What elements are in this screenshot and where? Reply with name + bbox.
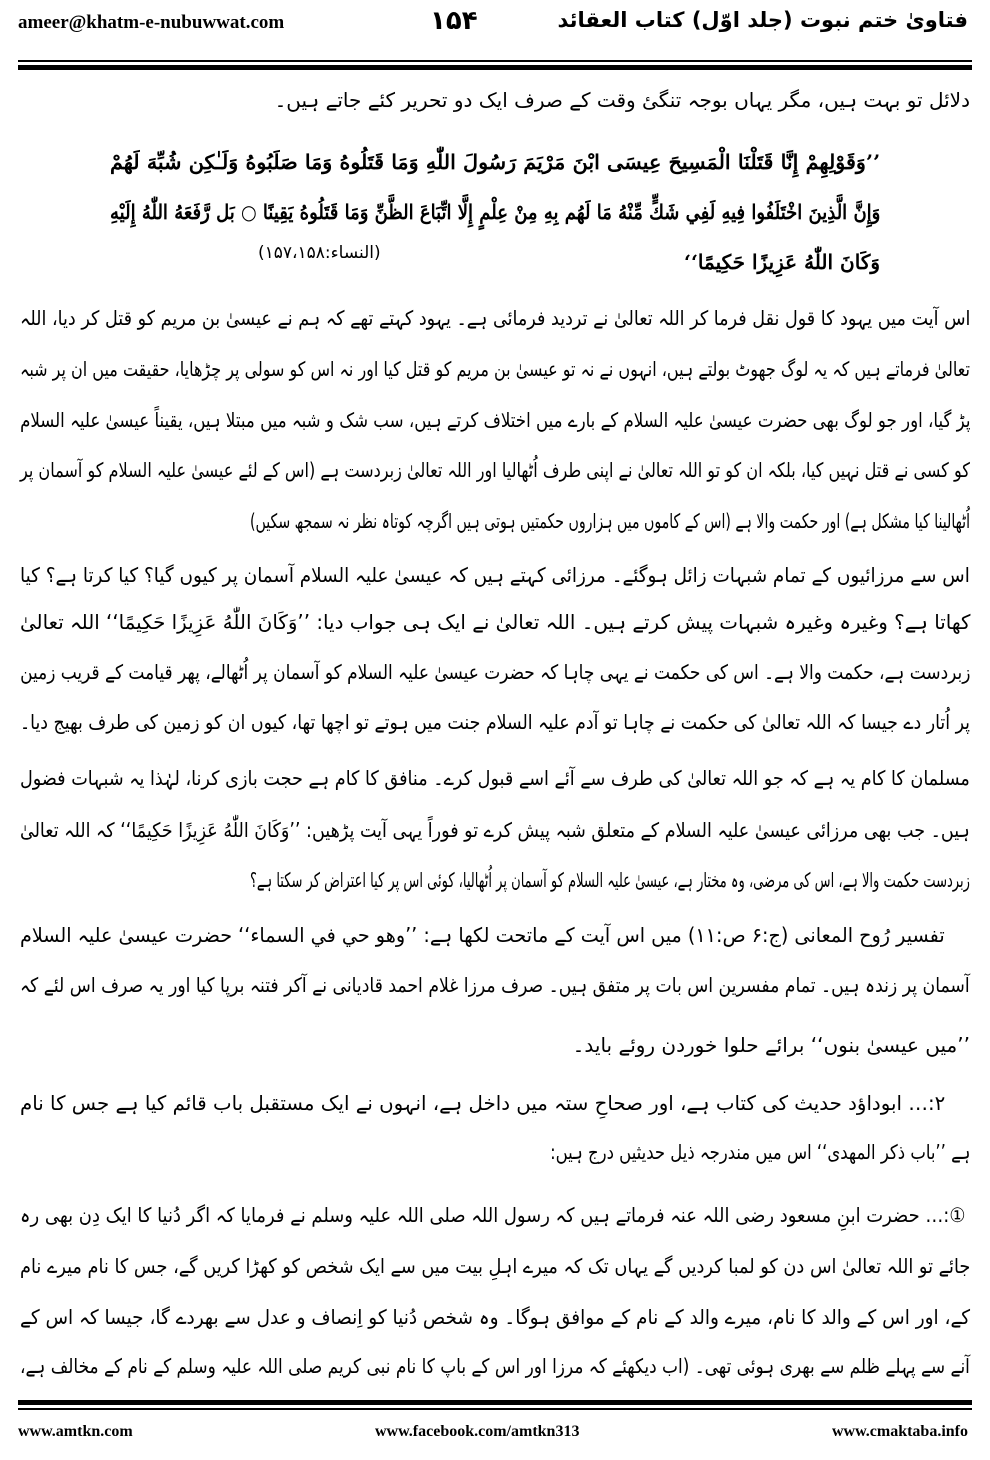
text-line: دلائل تو بہت ہیں، مگر یہاں بوجہ تنگیٔ وقت کے صرف ایک دو تحریر کئے جاتے ہیں۔ <box>274 88 970 112</box>
text-line: جائے تو اللہ تعالیٰ اس دن کو لمبا کردیں گے یہاں تک کہ میرے اہلِ بیت میں سے ایک شخص کو کھڑا کریں گے، جس کا نام میرے نام <box>19 1254 970 1278</box>
text-line: آسمان پر زندہ ہیں۔ تمام مفسرین اس بات پر متفق ہیں۔ صرف مرزا غلام احمد قادیانی نے آکر فتنہ برپا کیا اور یہ صرف اس لئے کہ <box>20 973 970 997</box>
text-line: ①:… حضرت ابنِ مسعود رضی اللہ عنہ فرماتے ہیں کہ رسول اللہ صلی اللہ علیہ وسلم نے فرمایا کہ اگر دُنیا کا ایک دِن بھی رہ <box>19 1203 965 1227</box>
text-line: زبردست ہے، حکمت والا ہے۔ اس کی حکمت نے یہی چاہا کہ حضرت عیسیٰ علیہ السلام کو آسمان پر اُٹھالے، پھر قیامت کے قریب زمین <box>19 660 970 684</box>
text-line: زبردست حکمت والا ہے، اس کی مرضی، وہ مختار ہے، عیسیٰ علیہ السلام کو آسمان پر اُٹھالیا، کوئی اس پر کیا اعتراض کر سکتا ہے؟ <box>250 868 970 892</box>
footer-link-facebook[interactable]: www.facebook.com/amtkn313 <box>375 1423 580 1440</box>
text-line: کے، اور اس کے والد کا نام، میرے والد کے نام کے موافق ہوگا۔ وہ شخص دُنیا کو اِنصاف و عدل سے بھردے گا، جیسا کہ اس کے <box>19 1305 970 1329</box>
footer-link-cmaktaba[interactable]: www.cmaktaba.info <box>831 1423 968 1440</box>
text-line: پر اُتار دے جیسا کہ اللہ تعالیٰ کی حکمت نے چاہا تو آدم علیہ السلام جنت میں ہوتے تو اچھا تھا، کیوں ان کو زمین کی طرف بھیج دیا۔ <box>20 710 970 734</box>
ayah-reference: (النساء:۱۵۷،۱۵۸) <box>258 243 381 263</box>
text-line: ہے ’’باب ذکر المهدی‘‘ اس میں مندرجہ ذیل حدیثیں درج ہیں: <box>549 1140 970 1164</box>
text-line: ۲:… ابوداؤد حدیث کی کتاب ہے، اور صحاحِ ستہ میں داخل ہے، انہوں نے ایک مستقبل باب قائم کیا ہے جس کا نام <box>19 1091 945 1115</box>
text-line: اس سے مرزائیوں کے تمام شبہات زائل ہوگئے۔ مرزائی کہتے ہیں کہ عیسیٰ علیہ السلام آسمان پر کیوں گیا؟ کیا کرتا ہے؟ کیا <box>20 563 970 587</box>
text-line: پڑ گیا، اور جو لوگ بھی حضرت عیسیٰ علیہ السلام کے بارے میں اختلاف کرتے ہیں، سب شک و شبہ میں مبتلا ہیں، یقیناً عیسیٰ علیہ السلام <box>19 408 970 432</box>
page-number: ۱۵۴ <box>430 6 478 36</box>
text-line: کو کسی نے قتل نہیں کیا، بلکہ ان کو تو اللہ تعالیٰ نے اپنی طرف اُٹھالیا اور اللہ تعالیٰ زبردست ہے (اس کے لئے عیسیٰ علیہ السلام کو آسمان پر <box>20 458 970 482</box>
header-divider-thin <box>18 60 972 62</box>
text-line: کھاتا ہے؟ وغیرہ وغیرہ شبہات پیش کرتے ہیں۔ اللہ تعالیٰ نے ایک ہی جواب دیا: ’’وَكَانَ اللّٰهُ عَزِيزًا حَكِيمًا‘‘ اللہ تعالیٰ <box>19 610 970 634</box>
text-line: اُٹھالینا کیا مشکل ہے) اور حکمت والا ہے (اس کے کاموں میں ہزاروں حکمتیں ہوتی ہیں اگرچہ کوتاہ نظر نہ سمجھ سکیں) <box>249 509 970 533</box>
quran-ayah-line: وَكَانَ اللّٰهُ عَزِيزًا حَكِيمًا‘‘ <box>684 250 880 274</box>
quran-ayah-line: وَإِنَّ الَّذِينَ اخْتَلَفُوا فِيهِ لَفِي شَكٍّ مِّنْهُ مَا لَهُم بِهِ مِنْ عِلْمٍ إِلَّا اتِّبَاعَ الظَّنِّ وَمَا قَتَلُوهُ يَقِينًا ○ بَل رَّفَعَهُ اللّٰهُ إِلَيْهِ <box>109 200 880 224</box>
header-divider-thick <box>18 65 972 70</box>
text-line: مسلمان کا کام یہ ہے کہ جو اللہ تعالیٰ کی طرف سے آئے اسے قبول کرے۔ منافق کا کام ہے حجت بازی کرنا، لہٰذا یہ شبہات فضول <box>20 766 970 790</box>
email-address: ameer@khatm-e-nubuwwat.com <box>18 12 285 33</box>
footer-divider-thin <box>18 1408 972 1410</box>
text-line: ہیں۔ جب بھی مرزائی عیسیٰ علیہ السلام کے متعلق شبہ پیش کرے تو فوراً یہی آیت پڑھیں: ’’وَكَانَ اللّٰهُ عَزِيزًا حَكِيمًا‘‘ کہ اللہ تعالیٰ <box>20 818 970 842</box>
quran-ayah-line: ’’وَقَوْلِهِمْ إِنَّا قَتَلْنَا الْمَسِيحَ عِيسَى ابْنَ مَرْيَمَ رَسُولَ اللّٰهِ وَمَا قَتَلُوهُ وَمَا صَلَبُوهُ وَلَـٰكِن شُبِّهَ لَهُمْ <box>109 150 880 174</box>
text-line: تعالیٰ فرماتے ہیں کہ یہ لوگ جھوٹ بولتے ہیں، انہوں نے نہ تو عیسیٰ بن مریم کو قتل کیا اور نہ اس کو سولی پر چڑھایا، حقیقت میں ان پر شبہ <box>20 357 970 381</box>
text-line: تفسیر رُوح المعانی (ج:۶ ص:۱۱) میں اس آیت کے ماتحت لکھا ہے: ’’وهو حي في السماء‘‘ حضرت عیسیٰ علیہ السلام <box>20 923 945 947</box>
text-line: ’’میں عیسیٰ بنوں‘‘ برائے حلوا خوردن روئے باید۔ <box>572 1033 970 1057</box>
text-line: اس آیت میں یہود کا قول نقل فرما کر اللہ تعالیٰ نے تردید فرمائی ہے۔ یہود کہتے تھے کہ ہم نے عیسیٰ بن مریم کو قتل کر دیا، اللہ <box>19 306 970 330</box>
book-title: فتاویٰ ختم نبوت (جلد اوّل) کتاب العقائد <box>557 8 968 32</box>
text-line: آنے سے پہلے ظلم سے بھری ہوئی تھی۔ (اب دیکھئے کہ مرزا اور اس کے باپ کا نام نبی کریم صلی اللہ علیہ وسلم کے نام کے مخالف ہے، <box>20 1354 970 1378</box>
footer-link-amtkn[interactable]: www.amtkn.com <box>18 1423 133 1440</box>
footer-divider-thick <box>18 1400 972 1405</box>
